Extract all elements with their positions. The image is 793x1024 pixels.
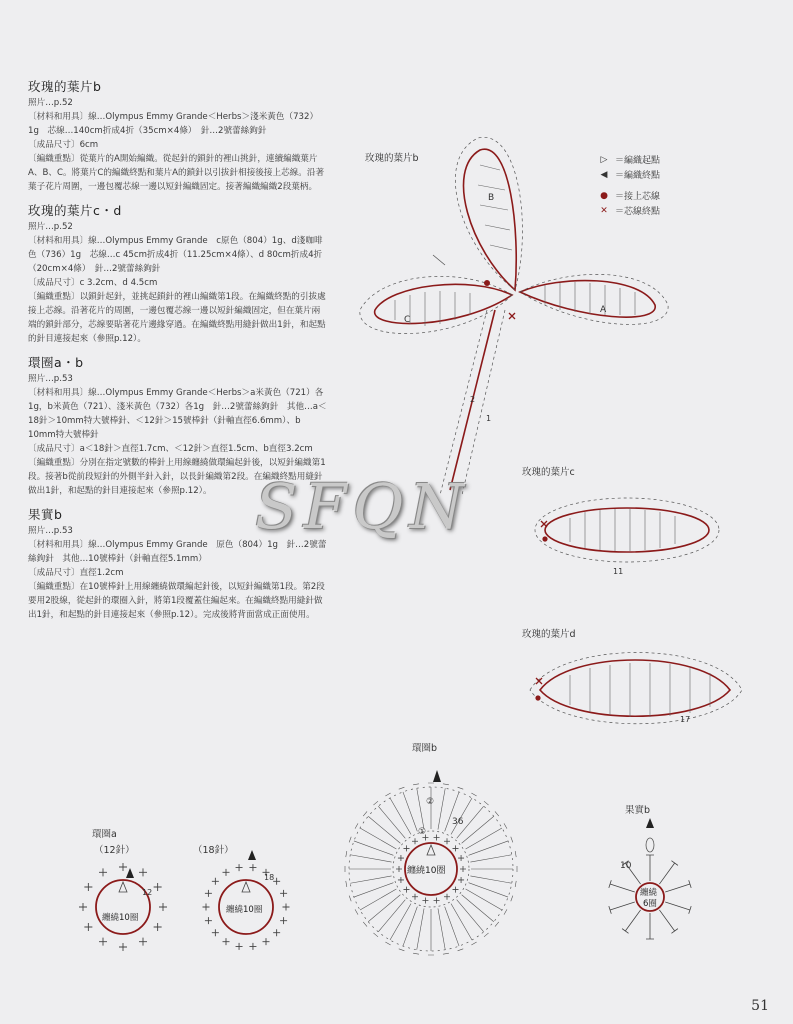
leaf-d-hatching bbox=[570, 663, 710, 717]
stitch-cross bbox=[119, 943, 127, 951]
stitch-cross bbox=[412, 894, 418, 900]
stitch-long bbox=[646, 855, 654, 881]
stitch-tall bbox=[445, 907, 464, 951]
stitch-cross bbox=[412, 838, 418, 844]
ring-a-18-diagram bbox=[203, 850, 290, 950]
stitch-tall bbox=[470, 876, 516, 887]
stitch-cross bbox=[249, 943, 256, 950]
stitch-cross bbox=[444, 894, 450, 900]
stitch-tall bbox=[462, 811, 499, 843]
ring-a-18-count: 18 bbox=[264, 873, 275, 882]
core-end-icon bbox=[536, 678, 542, 684]
stitch-cross bbox=[460, 866, 466, 872]
stitch-tall bbox=[470, 851, 516, 862]
ring-b-count: 36 bbox=[452, 817, 464, 827]
leaf-lobe-a-edge bbox=[520, 274, 668, 324]
stitch-cross bbox=[84, 883, 92, 891]
stitch-tall bbox=[466, 823, 507, 849]
stitch-cross bbox=[212, 878, 219, 885]
stitch-cross bbox=[119, 863, 127, 871]
ring-b-round-2-marker: ② bbox=[426, 797, 435, 807]
section-line: 〔成品尺寸〕6cm bbox=[28, 140, 99, 150]
stem-row-1: 1 bbox=[486, 414, 492, 423]
stitch-long bbox=[609, 902, 635, 914]
join-dot-icon bbox=[542, 536, 547, 541]
legend-text: ＝編織起點 bbox=[615, 156, 661, 166]
stitch-cross bbox=[203, 904, 210, 911]
stem-row-2: 2 bbox=[470, 395, 476, 404]
stitch-tall bbox=[462, 895, 499, 927]
section-line: 〔材料和用具〕線…Olympus Emmy Grande＜Herbs＞淺米黃色（732）1g 芯線…140cm折成4折（35cm×4條） 針…2號蕾絲鉤針 bbox=[28, 112, 319, 136]
stitch-tall bbox=[355, 823, 396, 849]
stitch-tall bbox=[428, 909, 434, 955]
stitch-tall bbox=[345, 866, 391, 872]
section-line: 〔材料和用具〕線…Olympus Emmy Grande＜Herbs＞a米黃色（721）各1g，b米黃色（721）、淺米黃色（732）各1g 針…2號蕾絲鉤針 其他…a＜18針＞10mm特大號棒針、＜12針＞15號棒針（針軸直徑6.6mm）、b 10mm特大號棒針 bbox=[28, 388, 327, 440]
section-line: 照片…p.52 bbox=[28, 222, 73, 232]
stitch-long bbox=[622, 910, 641, 933]
arrow-line bbox=[433, 255, 445, 265]
stitch-cross bbox=[205, 890, 212, 897]
stitch-cross bbox=[280, 890, 287, 897]
stitch-cross bbox=[458, 877, 464, 883]
stitch-cross bbox=[280, 917, 287, 924]
ring-a-12-label: （12針） bbox=[94, 845, 135, 856]
stitch-long bbox=[609, 880, 635, 892]
stitch-cross bbox=[139, 868, 147, 876]
end-triangle-icon bbox=[126, 868, 134, 878]
section-line: 〔成品尺寸〕直徑1.2cm bbox=[28, 568, 124, 578]
ring-b-center-label: 纏繞10圈 bbox=[407, 866, 446, 876]
legend-text: ＝接上芯線 bbox=[615, 192, 661, 202]
stitch-tall bbox=[451, 904, 477, 945]
fruit-count: 10 bbox=[620, 861, 632, 871]
stitch-tall bbox=[373, 900, 405, 937]
ring-b-title: 環圈b bbox=[412, 743, 438, 754]
leaf-lobe-b bbox=[464, 149, 517, 290]
leaf-d-core bbox=[540, 660, 730, 716]
section-line: 〔成品尺寸〕a＜18針＞直徑1.7cm、＜12針＞直徑1.5cm、b直徑3.2cm bbox=[28, 444, 313, 454]
stitch-cross bbox=[223, 938, 230, 945]
open-triangle-icon: ▷ bbox=[600, 154, 608, 165]
stitch-tall bbox=[349, 883, 393, 902]
fruit-b-diagram bbox=[609, 818, 691, 939]
stitch-cross bbox=[154, 883, 162, 891]
stitch-cross bbox=[212, 929, 219, 936]
start-triangle-icon bbox=[427, 845, 435, 855]
stitch-tall bbox=[438, 908, 449, 954]
stitch-tall bbox=[451, 793, 477, 834]
stitch-tall bbox=[413, 784, 424, 830]
stitch-cross bbox=[249, 864, 256, 871]
core-end-icon bbox=[541, 521, 547, 527]
stitch-tall bbox=[373, 801, 405, 838]
stitch-long bbox=[665, 880, 691, 892]
stitch-cross bbox=[444, 838, 450, 844]
stitch-cross bbox=[263, 938, 270, 945]
stitch-cross bbox=[236, 943, 243, 950]
stitch-cross bbox=[159, 903, 167, 911]
stitch-long bbox=[659, 910, 678, 933]
section-line: 〔成品尺寸〕c 3.2cm、d 4.5cm bbox=[28, 278, 158, 288]
stitch-cross bbox=[398, 855, 404, 861]
section-line: 〔編織重點〕在10號棒針上用線纏繞做環編起針後，以短針編織第1段。第2段要用2股線，從起針的環圈入針，將第1段覆蓋住編起來。在編織終點用縫針做出1針，和起點的針目連接起來（參照p.12）。完成後將背面當成正面使用。 bbox=[28, 582, 325, 620]
leaf-c-diagram bbox=[535, 498, 719, 562]
leaf-label-b: B bbox=[488, 193, 495, 203]
fruit-center-label-2: 6圈 bbox=[643, 899, 657, 909]
stitch-cross bbox=[223, 869, 230, 876]
stitch-tall bbox=[469, 883, 513, 902]
join-dot-icon bbox=[535, 695, 540, 700]
stitch-cross bbox=[273, 929, 280, 936]
stitch-tall bbox=[469, 837, 513, 856]
stitch-tall bbox=[363, 811, 400, 843]
filled-triangle-icon: ◀ bbox=[600, 169, 608, 180]
leaf-d-diagram bbox=[530, 653, 742, 724]
stitch-tall bbox=[346, 876, 392, 887]
stitch-cross bbox=[273, 878, 280, 885]
stitch-cross bbox=[396, 866, 402, 872]
start-triangle-icon bbox=[242, 882, 250, 892]
leaf-lobe-b-edge bbox=[455, 137, 522, 290]
cross-icon: ✕ bbox=[600, 205, 608, 216]
leaf-d-count: 17 bbox=[680, 715, 691, 724]
section-title: 玫瑰的葉片c・d bbox=[28, 203, 122, 218]
stitch-long bbox=[659, 861, 678, 884]
section-line: 〔編織重點〕以鎖針起針，並挑起鎖針的裡山編織第1段。在編織終點的引拔處接上芯線。沿著花片的周圍，一邊包覆芯線一邊以短針編織固定，但在葉片兩端的鎖針部分，芯線要貼著花片邊緣穿過。在編織終點用縫針做出1針，和起點的針目連接起來（參照p.12）。 bbox=[28, 292, 326, 344]
stitch-cross bbox=[403, 887, 409, 893]
stitch-cross bbox=[139, 938, 147, 946]
stitch-cross bbox=[434, 898, 440, 904]
ring-a-12-center-label: 纏繞10圈 bbox=[102, 913, 139, 923]
stitch-cross bbox=[84, 923, 92, 931]
stitch-cross bbox=[205, 917, 212, 924]
section-title: 環圈a・b bbox=[28, 355, 84, 370]
ring-a-12-diagram bbox=[79, 863, 167, 951]
fruit-center-label-1: 纏繞 bbox=[640, 888, 658, 898]
ring-a-18-label: （18針） bbox=[193, 845, 234, 856]
stitch-cross bbox=[398, 877, 404, 883]
stitch-cross bbox=[99, 938, 107, 946]
leaf-c-title: 玫瑰的葉片c bbox=[522, 467, 575, 478]
leaf-label-a: A bbox=[600, 305, 607, 315]
section-line: 〔編織重點〕分別在指定號數的棒針上用線纏繞做環編起針後，以短針編織第1段。接著b從前段短針的外側半針入針，以長針編織第2段。在編織終點用縫針做出1針，和起點的針目連接起來（參照p.12）。 bbox=[28, 458, 326, 496]
leaf-hatching bbox=[395, 165, 635, 326]
stitch-tall bbox=[385, 904, 411, 945]
leaf-d-title: 玫瑰的葉片d bbox=[522, 629, 576, 640]
page-number: 51 bbox=[751, 998, 769, 1014]
leaf-c-hatching bbox=[570, 509, 675, 551]
ring-a-18-center-label: 纏繞10圈 bbox=[226, 905, 263, 915]
section-title: 玫瑰的葉片b bbox=[28, 79, 102, 94]
core-end-icon bbox=[509, 313, 515, 319]
stitch-cross bbox=[422, 898, 428, 904]
stitch-tall bbox=[413, 908, 424, 954]
ring-a-12-stitches bbox=[79, 863, 167, 951]
stitch-tall bbox=[438, 784, 449, 830]
join-dot-icon bbox=[484, 280, 490, 286]
stitch-tall bbox=[385, 793, 411, 834]
stitch-cross bbox=[403, 845, 409, 851]
stitch-tall bbox=[457, 900, 489, 937]
stitch-tall bbox=[346, 851, 392, 862]
ring-b-round-1-marker: ① bbox=[418, 827, 427, 837]
leaf-c-core bbox=[545, 508, 709, 552]
stitch-tall bbox=[349, 837, 393, 856]
stitch-cross bbox=[236, 864, 243, 871]
stitch-tall bbox=[466, 889, 507, 915]
stitch-cross bbox=[458, 855, 464, 861]
section-line: 照片…p.52 bbox=[28, 98, 73, 108]
section-title: 果實b bbox=[28, 507, 63, 522]
section-line: 照片…p.53 bbox=[28, 526, 73, 536]
stitch-cross bbox=[79, 903, 87, 911]
stitch-cross bbox=[434, 834, 440, 840]
end-triangle-icon bbox=[248, 850, 256, 860]
stitch-cross bbox=[154, 923, 162, 931]
section-line: 〔材料和用具〕線…Olympus Emmy Grande c原色（804）1g、d淺咖啡色（736）1g 芯線…c 45cm折成4折（11.25cm×4條）、d 80cm折成4折（20cm×4條） 針…2號蕾絲鉤針 bbox=[28, 236, 323, 274]
end-triangle-icon bbox=[433, 770, 441, 782]
stitch-cross bbox=[99, 868, 107, 876]
leaf-b-title: 玫瑰的葉片b bbox=[365, 153, 419, 164]
legend-text: ＝芯線終點 bbox=[615, 207, 661, 217]
legend-text: ＝編織終點 bbox=[615, 171, 661, 181]
stitch-tall bbox=[355, 889, 396, 915]
stitch-cross bbox=[283, 904, 290, 911]
stitch-tall bbox=[363, 895, 400, 927]
end-triangle-icon bbox=[646, 818, 654, 828]
section-line: 〔材料和用具〕線…Olympus Emmy Grande 原色（804）1g 針…2號蕾絲鉤針 其他…10號棒針（針軸直徑5.1mm） bbox=[28, 540, 327, 564]
stitch-cross bbox=[453, 845, 459, 851]
dot-icon: ● bbox=[600, 190, 608, 201]
leaf-c-count: 11 bbox=[613, 567, 624, 576]
start-triangle-icon bbox=[119, 882, 127, 892]
stitch-long bbox=[646, 913, 654, 939]
watermark: SFQN bbox=[255, 470, 470, 543]
fruit-title: 果實b bbox=[625, 805, 651, 816]
section-line: 〔編織重點〕從葉片的A開始編織。從起針的鎖針的裡山挑針，連續編織葉片A、B、C。將葉片C的編織終點和葉片A的鎖針以引拔針相接後接上芯線。沿著葉子花片周圍，一邊包覆芯線一邊以短針編織固定。接著編織編織2段葉柄。 bbox=[28, 154, 325, 192]
stitch-tall bbox=[399, 907, 418, 951]
stitch-tall bbox=[399, 787, 418, 831]
section-line: 照片…p.53 bbox=[28, 374, 73, 384]
stitch-cross bbox=[453, 887, 459, 893]
stitch-tall bbox=[471, 866, 517, 872]
fruit-loop bbox=[646, 838, 654, 852]
ring-a-title: 環圈a bbox=[92, 829, 117, 840]
ring-a-12-count: 12 bbox=[142, 888, 153, 897]
leaf-label-c: C bbox=[404, 315, 411, 325]
stitch-long bbox=[665, 902, 691, 914]
